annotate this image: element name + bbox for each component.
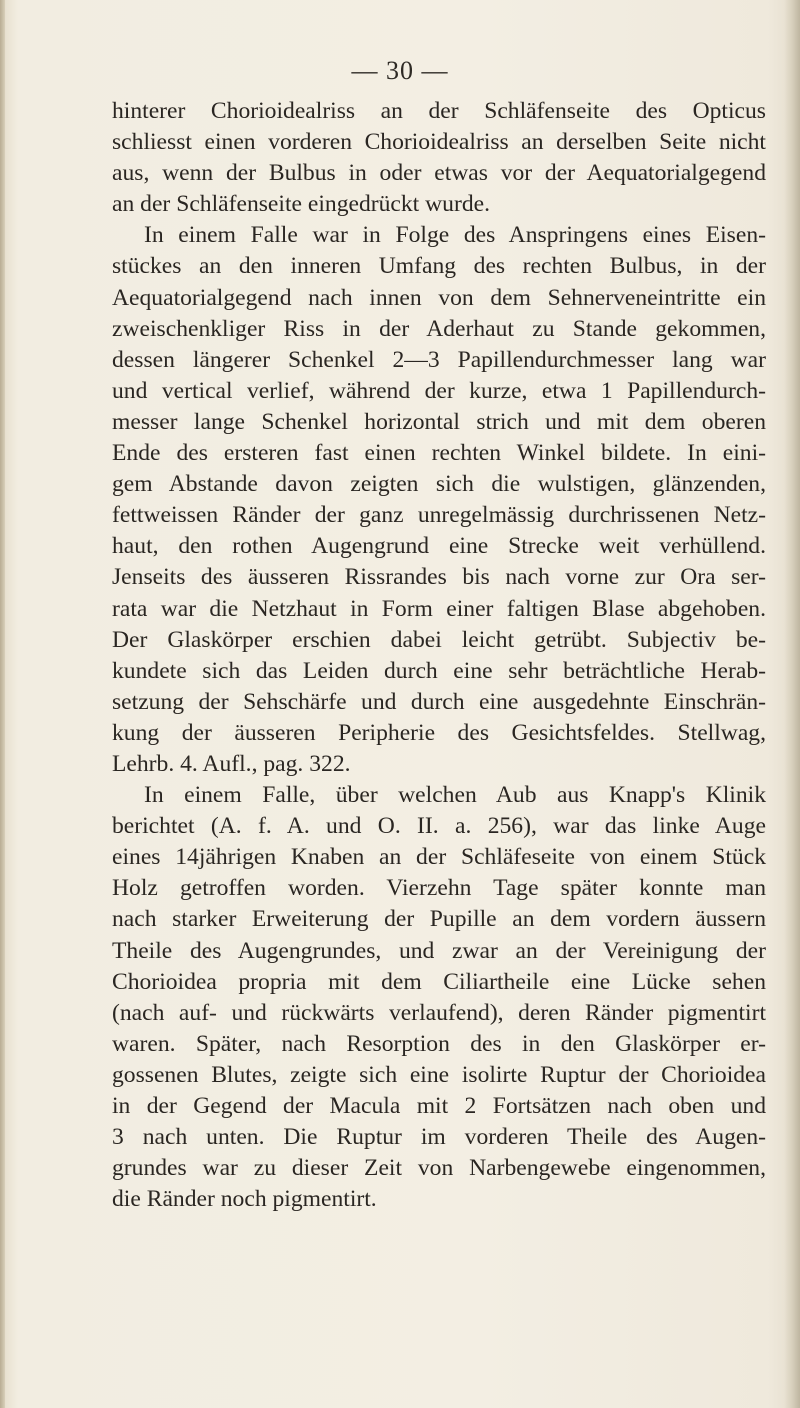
text-line: an der Schläfenseite eingedrückt wurde. (112, 191, 490, 218)
text-line: und vertical verlief, während der kurze, etwa 1 Papillendurch- (112, 377, 766, 404)
text-line: die Ränder noch pigmentirt. (112, 1186, 377, 1213)
text-line: berichtet (A. f. A. und O. II. a. 256), war das linke Auge (112, 813, 766, 840)
text-line: In einem Falle, über welchen Aub aus Knapp's Klinik (144, 782, 766, 809)
text-line: Ende des ersteren fast einen rechten Winkel bildete. In eini- (112, 440, 766, 467)
text-line: nach starker Erweiterung der Pupille an dem vordern äussern (112, 906, 766, 933)
text-line: fettweissen Ränder der ganz unregelmässig durchrissenen Netz- (112, 502, 766, 529)
text-line: gossenen Blutes, zeigte sich eine isolirte Ruptur der Chorioidea (112, 1061, 766, 1088)
text-line: rata war die Netzhaut in Form einer faltigen Blase abgehoben. (112, 595, 766, 622)
text-line: stückes an den inneren Umfang des rechten Bulbus, in der (112, 253, 766, 280)
text-line: Aequatorialgegend nach innen von dem Sehnerveneintritte ein (112, 284, 766, 311)
page-left-edge (0, 0, 5, 1408)
text-line: haut, den rothen Augengrund eine Strecke weit verhüllend. (112, 533, 766, 560)
text-line: hinterer Chorioidealriss an der Schläfenseite des Opticus (112, 98, 766, 124)
page-right-edge (784, 0, 800, 1408)
page-number: — 30 — (351, 56, 449, 85)
text-line: eines 14jährigen Knaben an der Schläfeseite von einem Stück (112, 844, 766, 871)
text-line: grundes war zu dieser Zeit von Narbengewebe eingenommen, (112, 1155, 766, 1182)
text-line: in der Gegend der Macula mit 2 Fortsätzen nach oben und (112, 1093, 766, 1119)
text-line: In einem Falle war in Folge des Anspringens eines Eisen- (144, 222, 766, 249)
text-line: Jenseits des äusseren Rissrandes bis nach vorne zur Ora ser- (112, 564, 766, 591)
text-line: schliesst einen vorderen Chorioidealriss an derselben Seite nicht (112, 129, 766, 156)
text-line: messer lange Schenkel horizontal strich und mit dem oberen (112, 408, 766, 435)
text-line: Holz getroffen worden. Vierzehn Tage später konnte man (112, 875, 766, 902)
text-line: Chorioidea propria mit dem Ciliartheile eine Lücke sehen (112, 968, 766, 995)
text-line: gem Abstande davon zeigten sich die wulstigen, glänzenden, (112, 471, 766, 498)
text-line: kung der äusseren Peripherie des Gesichtsfeldes. Stellwag, (112, 719, 766, 746)
text-line: aus, wenn der Bulbus in oder etwas vor der Aequatorialgegend (112, 160, 766, 187)
text-line: (nach auf- und rückwärts verlaufend), deren Ränder pigmentirt (112, 999, 766, 1026)
text-line: Lehrb. 4. Aufl., pag. 322. (112, 750, 351, 777)
text-line: dessen längerer Schenkel 2—3 Papillendurchmesser lang war (112, 346, 766, 373)
text-line: Theile des Augengrundes, und zwar an der Vereinigung der (112, 937, 766, 964)
text-line: kundete sich das Leiden durch eine sehr beträchtliche Herab- (112, 657, 766, 684)
text-line: Der Glaskörper erschien dabei leicht getrübt. Subjectiv be- (112, 626, 766, 653)
text-line: waren. Später, nach Resorption des in den Glaskörper er- (112, 1030, 766, 1057)
text-line: 3 nach unten. Die Ruptur im vorderen Theile des Augen- (112, 1124, 766, 1151)
text-line: setzung der Sehschärfe und durch eine ausgedehnte Einschrän- (112, 688, 766, 715)
text-line: zweischenkliger Riss in der Aderhaut zu Stande gekommen, (112, 315, 766, 342)
body-text (112, 96, 766, 1215)
